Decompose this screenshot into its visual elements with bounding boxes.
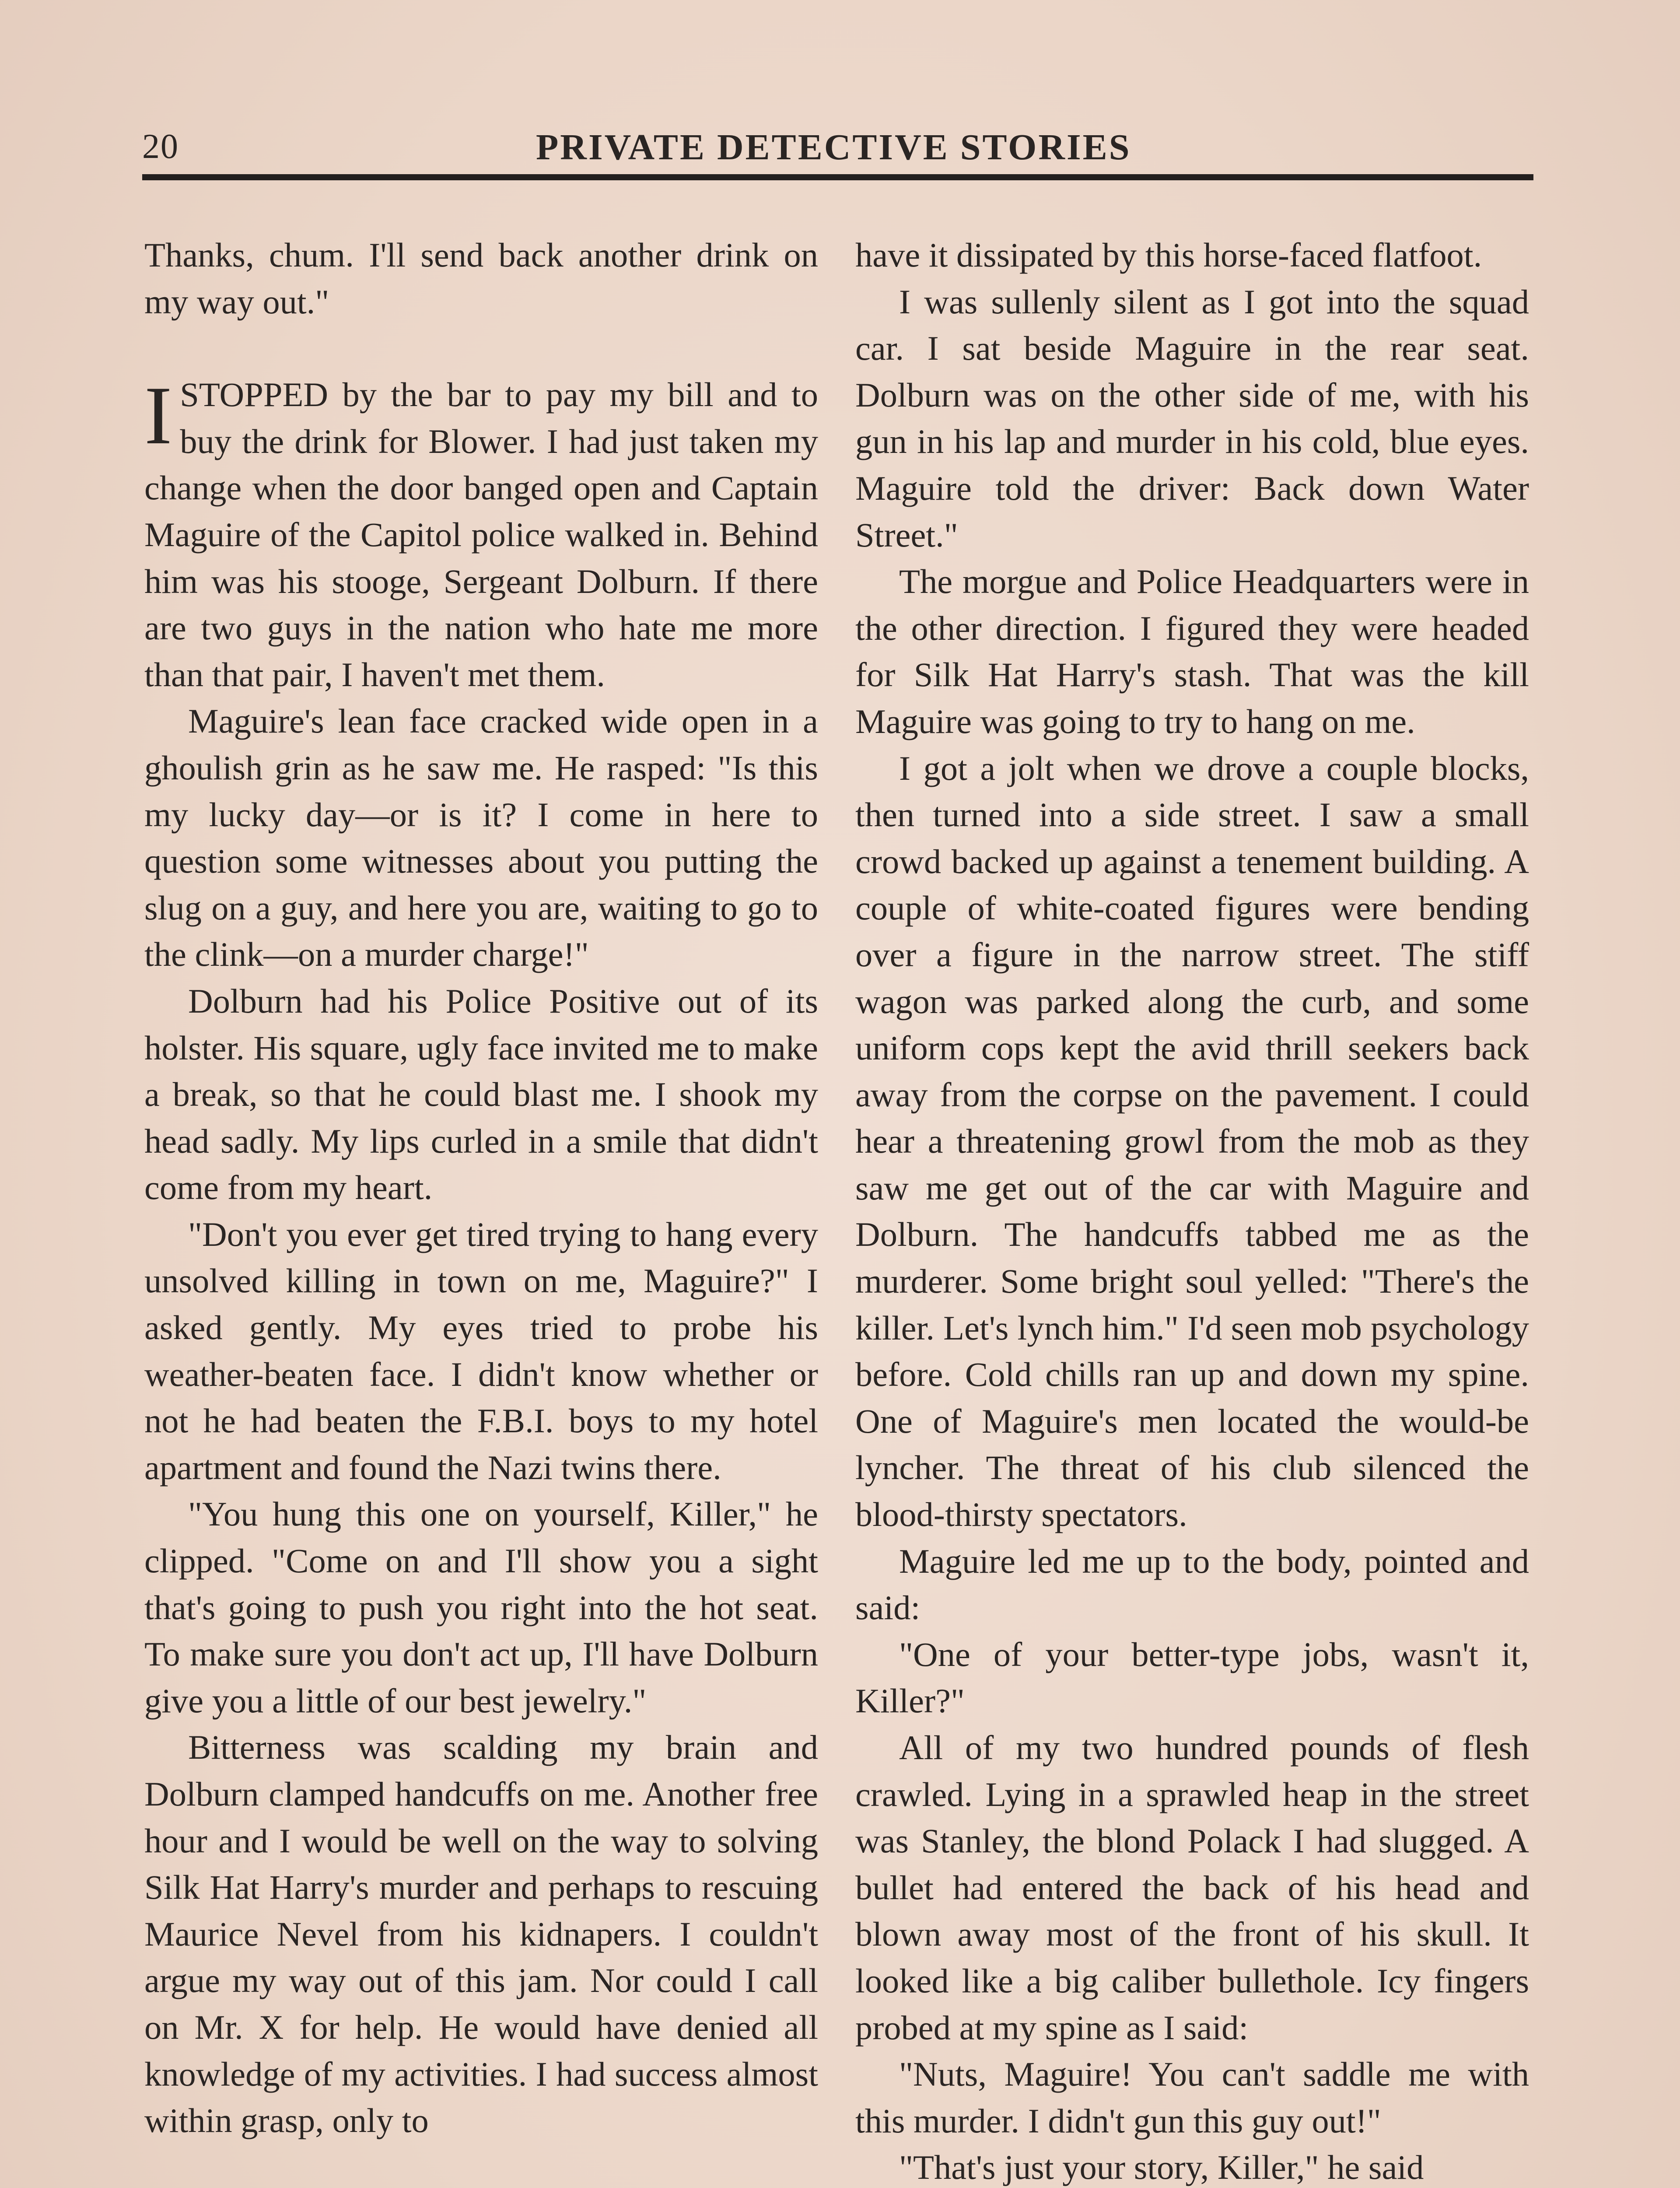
paragraph: The morgue and Police Headquarters were in the other direction. I figured they were headed for Silk Hat Harry's stash. That was the kill Maguire was going to try to hang on me. — [855, 562, 1529, 740]
paragraph: Dolburn had his Police Positive out of its holster. His square, ugly face invited me to make a break, so that he could blast me. I shook my head sadly. My lips curled in a smile that didn't come from my heart. — [144, 982, 818, 1207]
running-head: PRIVATE DETECTIVE STORIES — [536, 127, 1131, 168]
paragraph: I was sullenly silent as I got into the squad car. I sat beside Maguire in the rear seat. Dolburn was on the other side of me, with his gun in his lap and murder in his cold, blue eyes. Maguire told the driver: Back down Water Street." — [855, 282, 1529, 554]
paragraph: I got a jolt when we drove a couple blocks, then turned into a side street. I saw a small crowd backed up against a tenement building. A couple of white-coated figures were bending over a figure in the narrow street. The stiff wagon was parked along the curb, and some uniform cops kept the avid thrill seekers back away from the corpse on the pavement. I could hear a threatening growl from the mob as they saw me get out of the car with Maguire and Dolburn. The handcuffs tabbed me as the murderer. Some bright soul yelled: "There's the killer. Let's lynch him." I'd seen mob psychology before. Cold chills ran up and down my spine. One of Maguire's men located the would-be lyncher. The threat of his club silenced the blood-thirsty spectators. — [855, 749, 1529, 1534]
right-column — [855, 232, 1529, 2188]
drop-cap: I — [144, 370, 172, 462]
paragraph: "You hung this one on yourself, Killer," he clipped. "Come on and I'll show you a sight that's going to push you right into the hot seat. To make sure you don't act up, I'll have Dolburn give you a little of our best jewelry." — [144, 1495, 818, 1720]
paragraph: "Nuts, Maguire! You can't saddle me with this murder. I didn't gun this guy out!" — [855, 2055, 1529, 2140]
paragraph: "One of your better-type jobs, wasn't it, Killer?" — [855, 1635, 1529, 1720]
paragraph: Thanks, chum. I'll send back another drink on my way out." — [144, 236, 818, 321]
paragraph: "Don't you ever get tired trying to hang every unsolved killing in town on me, Maguire?" I asked gently. My eyes tried to probe his weather-beaten face. I didn't know whether or not he had beaten the F.B.I. boys to my hotel apartment and found the Nazi twins there. — [144, 1215, 818, 1487]
header-rule — [142, 174, 1533, 180]
paragraph: Maguire's lean face cracked wide open in a ghoulish grin as he saw me. He rasped: "Is this my lucky day—or is it? I come in here to question some witnesses about you putting the slug on a guy, and here you are, waiting to go to the clink—on a murder charge!" — [144, 702, 818, 974]
paragraph: "That's just your story, Killer," he said — [899, 2148, 1424, 2187]
left-column — [144, 232, 818, 2144]
paragraph-text: STOPPED by the bar to pay my bill and to buy the drink for Blower. I had just taken my change when the door banged open and Captain Maguire of the Capitol police walked in. Behind him was his stooge, Sergeant Dolburn. If there are two guys in the nation who hate me more than that pair, I haven't met them. — [144, 375, 818, 694]
paragraph: have it dissipated by this horse-faced flatfoot. — [855, 236, 1482, 274]
page-header — [142, 118, 1533, 175]
paragraph: Maguire led me up to the body, pointed and said: — [855, 1542, 1529, 1627]
paragraph-dropcap — [144, 372, 818, 698]
paragraph: Bitterness was scalding my brain and Dolburn clamped handcuffs on me. Another free hour and I would be well on the way to solving Silk Hat Harry's murder and perhaps to rescuing Maurice Nevel from his kidnapers. I couldn't argue my way out of this jam. Nor could I call on Mr. X for help. He would have denied all knowledge of my activities. I had success almost within grasp, only to — [144, 1728, 818, 2140]
paragraph: All of my two hundred pounds of flesh crawled. Lying in a sprawled heap in the street was Stanley, the blond Polack I had slugged. A bullet had entered the back of his head and blown away most of the front of his skull. It looked like a big caliber bullethole. Icy fingers probed at my spine as I said: — [855, 1729, 1529, 2047]
page-number: 20 — [142, 127, 179, 166]
